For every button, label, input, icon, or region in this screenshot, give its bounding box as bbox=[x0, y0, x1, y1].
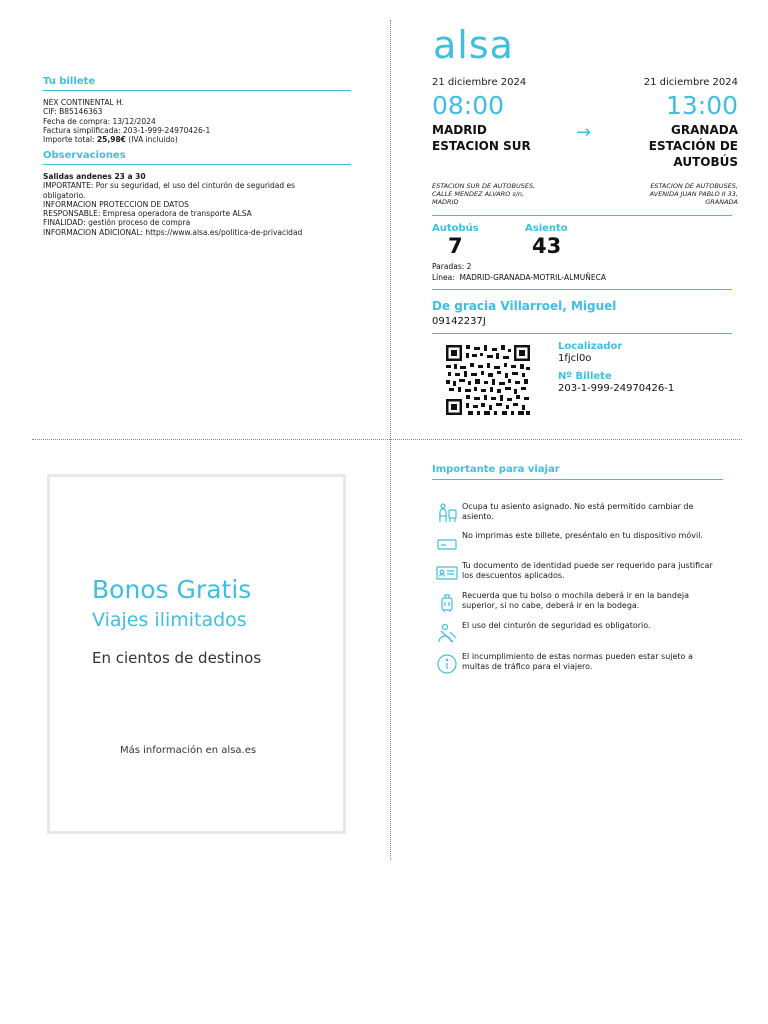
destination-time: 13:00 bbox=[665, 91, 738, 120]
vertical-fold-line bbox=[390, 20, 391, 860]
paradas: Paradas: 2 bbox=[432, 262, 472, 271]
promo-title: Bonos Gratis bbox=[92, 575, 252, 604]
promo-more-info: Más información en alsa.es bbox=[120, 745, 257, 756]
obs-line: INFORMACION ADICIONAL: https://www.alsa.es/politica-de-privacidad bbox=[43, 227, 303, 237]
autobus-value: 7 bbox=[448, 234, 463, 258]
origin-time: 08:00 bbox=[432, 91, 505, 120]
alsa-logo: alsa bbox=[433, 23, 514, 67]
obs-bold-line: Salidas andenes 23 a 30 bbox=[43, 172, 146, 181]
passenger-id: 09142237J bbox=[432, 316, 486, 327]
autobus-label: Autobús bbox=[432, 223, 479, 234]
billing-line: NEX CONTINENTAL H. bbox=[43, 98, 124, 107]
observaciones-text bbox=[43, 172, 363, 237]
linea-label: Línea: bbox=[432, 273, 455, 282]
info-icon bbox=[436, 653, 458, 675]
observaciones-title: Observaciones bbox=[43, 150, 126, 161]
destination-date: 21 diciembre 2024 bbox=[643, 77, 738, 88]
horizontal-fold-line bbox=[32, 439, 742, 440]
ticket-rule bbox=[432, 215, 732, 216]
seat-icon bbox=[436, 502, 458, 524]
linea bbox=[432, 273, 606, 282]
billing-details bbox=[43, 98, 353, 144]
billing-line: Fecha de compra: 13/12/2024 bbox=[43, 116, 156, 126]
ticket-icon bbox=[436, 533, 458, 555]
promo-subtitle: Viajes ilimitados bbox=[92, 609, 247, 631]
obs-line: INFORMACION PROTECCION DE DATOS bbox=[43, 199, 189, 209]
origin-address: ESTACION SUR DE AUTOBUSES, CALLE MENDEZ ALVARO s/n, MADRID bbox=[432, 182, 536, 206]
luggage-icon bbox=[436, 592, 458, 614]
qr-code-icon bbox=[446, 345, 530, 415]
tu-billete-title: Tu billete bbox=[43, 76, 96, 87]
tip-seatbelt: El uso del cinturón de seguridad es obligatorio. bbox=[462, 621, 651, 630]
linea-value: MADRID-GRANADA-MOTRIL-ALMUÑECA bbox=[459, 273, 606, 282]
obs-line: FINALIDAD: gestión proceso de compra bbox=[43, 218, 191, 228]
billing-line: Factura simplificada: 203-1-999-24970426-1 bbox=[43, 125, 211, 135]
asiento-value: 43 bbox=[532, 234, 562, 258]
localizador-value: 1fjcl0o bbox=[558, 353, 592, 364]
section-rule bbox=[43, 164, 351, 165]
promo-tagline: En cientos de destinos bbox=[92, 649, 262, 667]
obs-line: obligatorio. bbox=[43, 190, 86, 200]
promo-panel bbox=[47, 474, 346, 834]
seatbelt-icon bbox=[436, 622, 458, 644]
tip-id-card: Tu documento de identidad puede ser requerido para justificar los descuentos aplicados. bbox=[462, 561, 713, 580]
destination-address: ESTACION DE AUTOBUSES, AVENIDA JUAN PABLO II 33, GRANADA bbox=[649, 182, 738, 206]
tip-seat: Ocupa tu asiento asignado. No está permitido cambiar de asiento. bbox=[462, 502, 694, 521]
passenger-name: De gracia Villarroel, Miguel bbox=[432, 299, 617, 313]
ticket-rule bbox=[432, 289, 732, 290]
billete-number-value: 203-1-999-24970426-1 bbox=[558, 383, 675, 394]
tips-rule bbox=[432, 479, 723, 480]
importe-line: Importe total: 25,98€ (IVA incluido) bbox=[43, 135, 178, 145]
id-card-icon bbox=[436, 562, 458, 584]
obs-line: RESPONSABLE: Empresa operadora de transporte ALSA bbox=[43, 209, 252, 219]
billete-number-label: Nº Billete bbox=[558, 371, 612, 382]
tips-title: Importante para viajar bbox=[432, 464, 560, 475]
tip-ticket: No imprimas este billete, preséntalo en tu dispositivo móvil. bbox=[462, 531, 703, 540]
route-arrow-icon: → bbox=[576, 122, 592, 143]
origin-date: 21 diciembre 2024 bbox=[432, 77, 527, 88]
origin-station: MADRID ESTACION SUR bbox=[432, 123, 531, 153]
ticket-rule bbox=[432, 333, 732, 334]
destination-station: GRANADA ESTACIÓN DE AUTOBÚS bbox=[648, 123, 738, 169]
importe-value: 25,98€ bbox=[96, 135, 126, 145]
localizador-label: Localizador bbox=[558, 341, 623, 352]
tip-luggage: Recuerda que tu bolso o mochila deberá ir en la bandeja superior, si no cabe, deberá ir en la bodega. bbox=[462, 591, 689, 610]
tip-info: El incumplimiento de estas normas pueden estar sujeto a multas de tráfico para el viajero. bbox=[462, 652, 693, 671]
obs-line: IMPORTANTE: Por su seguridad, el uso del cinturón de seguridad es bbox=[43, 181, 296, 191]
section-rule bbox=[43, 90, 351, 91]
asiento-label: Asiento bbox=[525, 223, 568, 234]
billing-line: CIF: B85146363 bbox=[43, 107, 103, 117]
